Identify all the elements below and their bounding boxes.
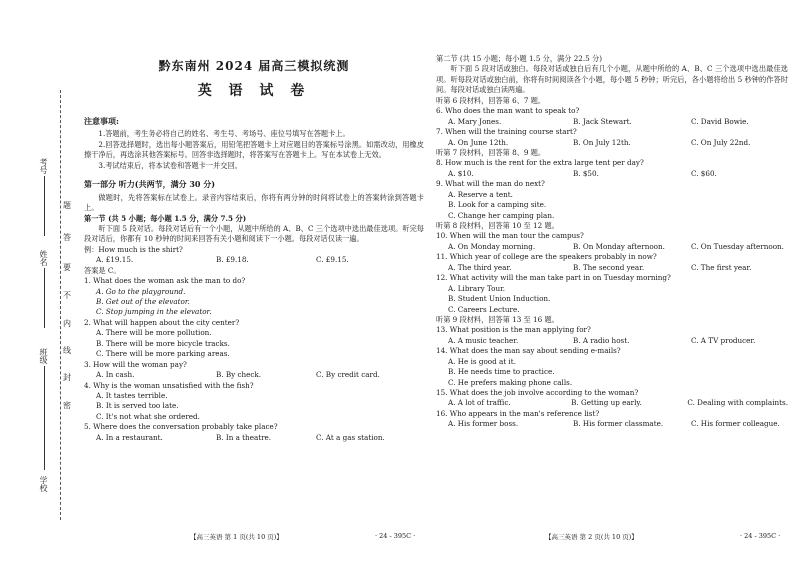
options-row — [436, 336, 788, 346]
class-field[interactable] — [44, 366, 45, 426]
option: B. On July 12th. — [573, 137, 631, 147]
option: C. Careers Lecture. — [448, 304, 520, 314]
option: B. His former classmate. — [573, 419, 664, 429]
question: 8. How much is the rent for the extra large tent per day? — [436, 158, 644, 168]
school-field[interactable] — [44, 420, 45, 470]
question-groups — [436, 96, 788, 430]
page-1 — [84, 48, 424, 443]
options-row — [436, 419, 788, 429]
question: 1. What does the woman ask the man to do? — [84, 276, 246, 286]
group-label: 听第 7 段材料，回答第 8、9 题。 — [436, 147, 546, 157]
notice-item: 1.答题前，考生务必将自己的姓名、考生号、考场号、座位号填写在答题卡上。 — [98, 129, 350, 139]
question: 15. What does the job involve according to the woman? — [436, 388, 639, 397]
option: A. Reserve a tent. — [448, 189, 513, 199]
group-label: 听第 8 段材料，回答第 10 至 12 题。 — [436, 221, 559, 230]
option: B. It is served too late. — [96, 401, 179, 411]
option: A. On Monday morning. — [448, 241, 536, 251]
exam-subtitle: 英 语 试 卷 — [197, 83, 311, 100]
option: A. In cash. — [96, 370, 135, 380]
options-row — [436, 242, 788, 252]
question: 12. What activity will the man take part in on Tuesday morning? — [436, 273, 671, 283]
option: C. On Tuesday afternoon. — [691, 241, 784, 251]
page-footer-left: 【高三英语 第 1 页(共 10 页)】 — [190, 533, 283, 541]
question: 6. Who does the man want to speak to? — [436, 106, 580, 116]
option: A. The third year. — [448, 262, 512, 272]
page-code-right: · 24 - 395C · — [740, 532, 781, 540]
options-row — [436, 398, 788, 408]
question: 16. Who appears in the man's reference list? — [436, 408, 600, 418]
option: C. The first year. — [691, 262, 752, 272]
option: A. It tastes terrible. — [96, 390, 168, 400]
question: 10. When will the man tour the campus? — [436, 231, 584, 241]
option: B. In a theatre. — [216, 432, 272, 442]
option: A. A music teacher. — [448, 335, 519, 345]
option: C. His former colleague. — [691, 419, 780, 429]
part1-heading: 第一部分 听力(共两节，满分 30 分) — [84, 179, 216, 190]
option: A. On June 12th. — [448, 137, 509, 147]
exam-no-label: 考号 — [39, 158, 48, 174]
option: C. $60. — [691, 168, 717, 178]
section2-heading: 第二节 (共 15 小题；每小题 1.5 分，满分 22.5 分) — [436, 54, 602, 63]
option: B. He needs time to practice. — [448, 367, 555, 377]
option: C. Change her camping plan. — [448, 210, 555, 220]
option: C. On July 22nd. — [691, 137, 751, 147]
question: 2. What will happen about the city center? — [84, 317, 240, 327]
seal-char: 要 — [63, 263, 71, 272]
option: C. There will be more parking areas. — [96, 349, 230, 359]
question: 4. Why is the woman unsatisfied with the fish? — [84, 380, 254, 390]
option: A. Library Tour. — [448, 283, 506, 293]
section1-heading: 第一节 (共 5 小题；每小题 1.5 分，满分 7.5 分) — [84, 213, 247, 223]
option: A. In a restaurant. — [96, 432, 163, 442]
option: A. Mary Jones. — [448, 116, 502, 126]
options-row — [84, 370, 424, 380]
option: B. Student Union Induction. — [448, 294, 551, 304]
binding-line — [60, 90, 61, 520]
option: C. Stop jumping in the elevator. — [96, 307, 212, 317]
options-row — [436, 117, 788, 127]
notice-item: 2.回答选择题时，选出每小题答案后，用铅笔把答题卡上对应题目的答案标号涂黑。如需改动，用橡皮擦干净后，再选涂其他答案标号。回答非选择题时，将答案写在答题卡上。写在本试卷上无效。 — [84, 139, 424, 160]
option: A. His former boss. — [448, 419, 519, 429]
notice-item: 3.考试结束后，将本试卷和答题卡一并交回。 — [98, 160, 242, 170]
option: C. A TV producer. — [691, 335, 756, 345]
group-label: 听第 6 段材料，回答第 6、7 题。 — [436, 95, 546, 105]
option: B. A radio host. — [573, 335, 630, 345]
question: 11. Which year of college are the speakers probably in now? — [436, 252, 657, 262]
school-label: 学校 — [39, 476, 48, 492]
option: B. £9.18. — [216, 255, 249, 265]
option: C. At a gas station. — [316, 432, 385, 442]
option: B. Jack Stewart. — [573, 116, 632, 126]
option: B. $50. — [573, 168, 599, 178]
question: 13. What position is the man applying for? — [436, 325, 591, 335]
option: C. It's not what she ordered. — [96, 411, 200, 421]
seal-char: 不 — [63, 291, 71, 300]
option: A. He is good at it. — [448, 356, 516, 366]
option: A. Go to the playground. — [96, 286, 186, 296]
seal-char: 内 — [63, 319, 71, 328]
options-row — [436, 169, 788, 179]
binding-margin — [0, 0, 80, 561]
page-code-left: · 24 - 395C · — [375, 532, 416, 540]
group-label: 听第 9 段材料，回答第 13 至 16 题。 — [436, 314, 559, 324]
seal-char: 线 — [63, 346, 71, 355]
example-options — [84, 255, 424, 265]
options-row — [436, 263, 788, 273]
notice-heading: 注意事项: — [84, 115, 119, 126]
option: B. By check. — [216, 370, 262, 380]
section1-intro: 听下面 5 段对话。每段对话后有一个小题，从题中所给的 A、B、C 三个选项中选出最佳选项。听完每段对话后，你都有 10 秒钟的时间来回答有关小题和阅读下一小题。每段对话仅读一遍。 — [84, 223, 424, 244]
option: A. A lot of traffic. — [448, 398, 511, 408]
name-label: 姓名 — [39, 250, 48, 266]
example-question: 例：How much is the shirt? — [84, 244, 183, 254]
option: B. Look for a camping site. — [448, 200, 547, 210]
option: B. Getting up early. — [571, 398, 642, 408]
question: 5. Where does the conversation probably take place? — [84, 422, 278, 432]
seal-char: 答 — [63, 233, 71, 242]
question: 9. What will the man do next? — [436, 179, 545, 189]
option: C. By credit card. — [316, 370, 380, 380]
option: C. £9.15. — [316, 255, 349, 265]
page-2 — [436, 48, 788, 430]
question: 3. How will the woman pay? — [84, 359, 187, 369]
page-footer-right: 【高三英语 第 2 页(共 10 页)】 — [545, 533, 638, 541]
seal-char: 密 — [63, 401, 71, 410]
option: A. £19.15. — [96, 255, 134, 265]
options-row — [436, 138, 788, 148]
option: C. He prefers making phone calls. — [448, 377, 573, 387]
part1-intro: 做题时，先将答案标在试卷上。录音内容结束后，你将有两分钟的时间将试卷上的答案转涂到答题卡上。 — [84, 192, 424, 213]
option: B. Get out of the elevator. — [96, 297, 190, 306]
example-answer: 答案是 C。 — [84, 265, 121, 275]
exam-no-field[interactable] — [44, 176, 45, 236]
class-label: 班级 — [39, 348, 48, 364]
question: 14. What does the man say about sending e-mails? — [436, 346, 621, 356]
options-row — [84, 433, 424, 443]
exam-title: 黔东南州 2024 届高三模拟统测 — [158, 59, 350, 73]
seal-char: 封 — [63, 373, 71, 382]
option: C. David Bowie. — [691, 116, 749, 126]
option: A. $10. — [448, 168, 474, 178]
question: 7. When will the training course start? — [436, 127, 577, 137]
option: B. The second year. — [573, 262, 645, 272]
option: B. There will be more bicycle tracks. — [96, 338, 230, 348]
seal-char: 题 — [63, 201, 71, 210]
name-field[interactable] — [44, 268, 45, 328]
option: C. Dealing with complaints. — [687, 398, 788, 408]
section2-intro: 听下面 5 段对话或独白。每段对话或独白后有几个小题，从题中所给的 A、B、C 三个选项中选出最佳选项。听每段对话或独白前，你将有时间阅读各个小题，每小题 5 秒钟；听完后，各小题将给出 5 秒钟的作答时间。每段对话或独白读两遍。 — [436, 64, 788, 95]
option: B. On Monday afternoon. — [573, 241, 665, 251]
option: A. There will be more pollution. — [96, 328, 212, 338]
